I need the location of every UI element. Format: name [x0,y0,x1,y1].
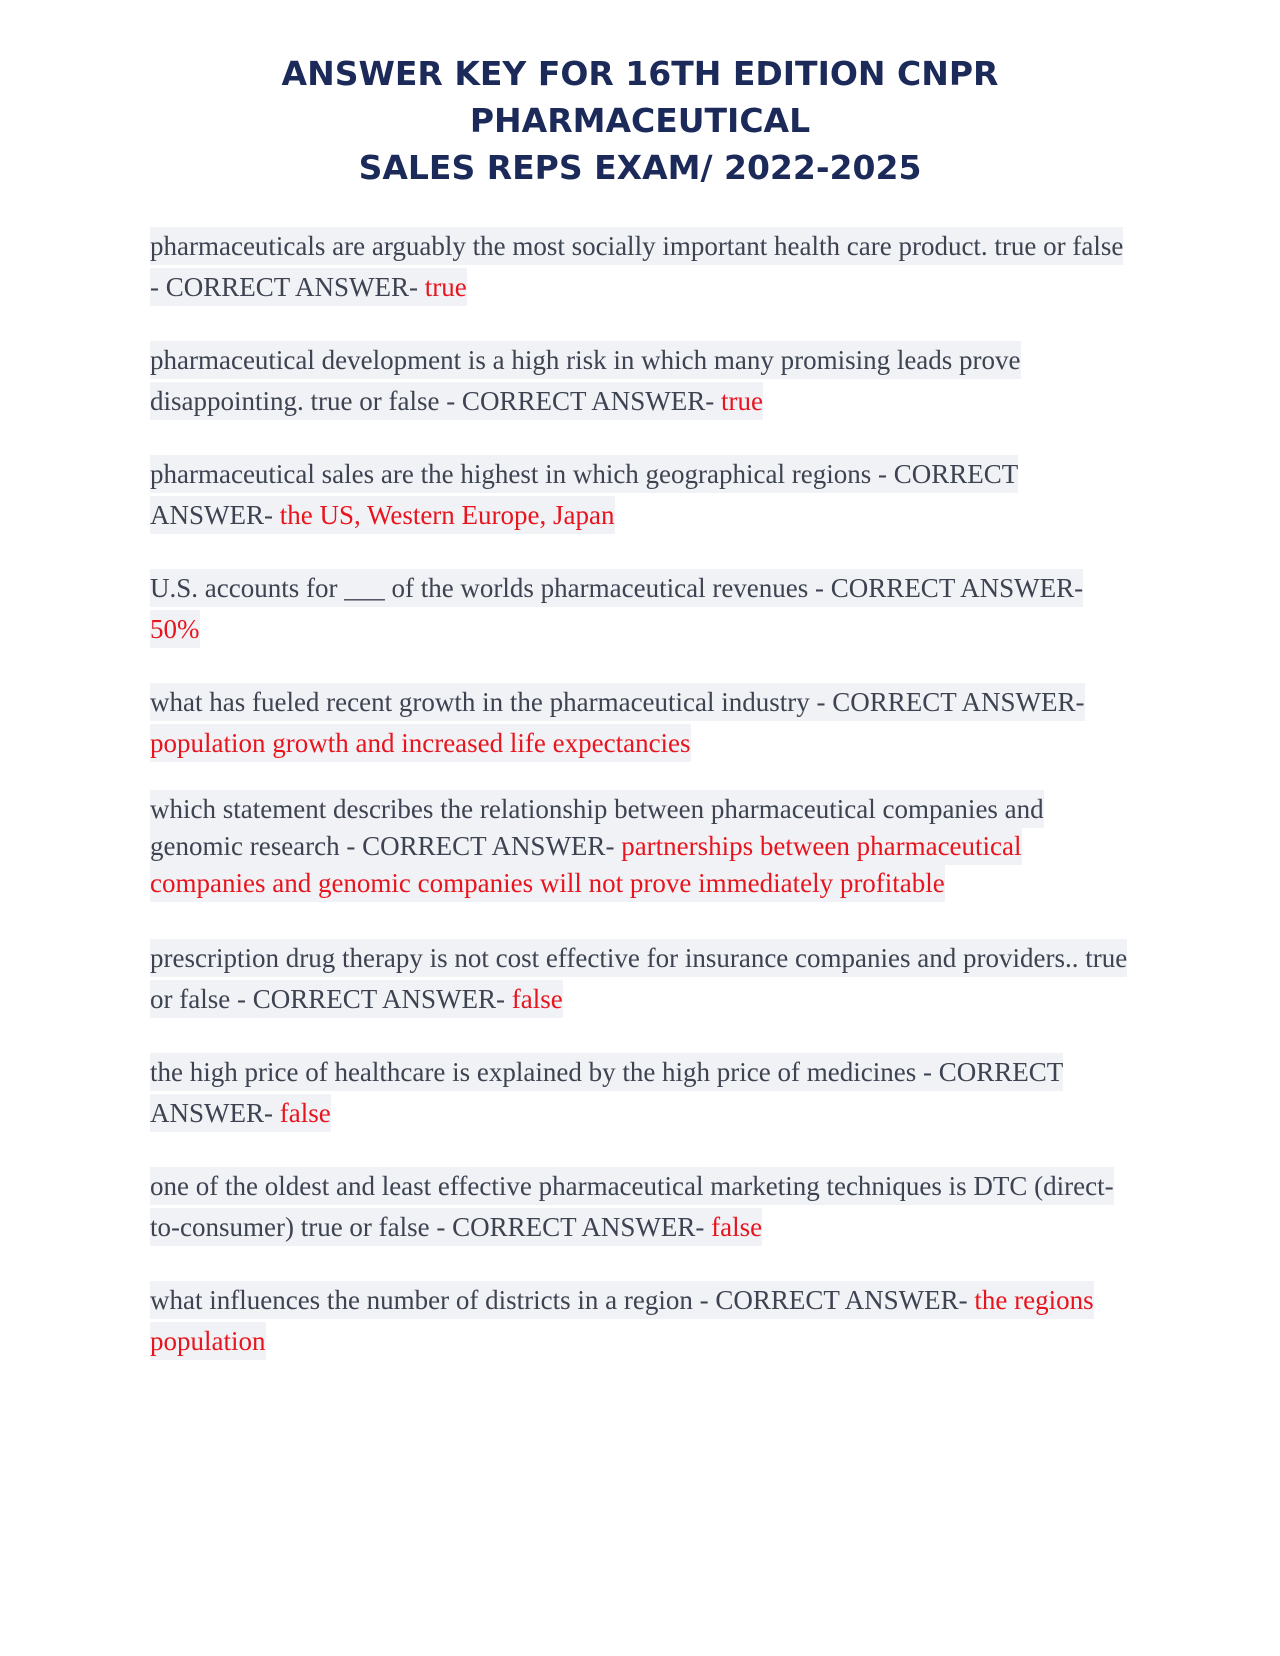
answer-text: false [279,1098,331,1128]
question-text: what influences the number of districts in a region [150,1285,700,1315]
qa-item [150,1166,1130,1248]
answer-text: true [424,272,467,302]
qa-highlight [150,1167,1114,1246]
question-text: pharmaceutical sales are the highest in which geographical regions [150,459,878,489]
title-line-1: ANSWER KEY FOR 16TH EDITION CNPR PHARMACEUTICAL [281,54,999,140]
answer-prefix: - CORRECT ANSWER- [236,984,512,1014]
qa-item [150,340,1130,422]
qa-highlight [150,1053,1063,1132]
qa-highlight [150,683,1085,762]
answer-prefix: - CORRECT ANSWER- [436,1212,712,1242]
answer-prefix: - CORRECT ANSWER- [150,272,425,302]
question-text: U.S. accounts for ___ of the worlds pharmaceutical revenues [150,573,816,603]
answer-text: false [711,1212,763,1242]
answer-prefix: - CORRECT ANSWER- [816,687,1085,717]
qa-highlight [150,227,1123,306]
qa-highlight [150,455,1018,534]
question-text: what has fueled recent growth in the pharmaceutical industry [150,687,817,717]
answer-text: the US, Western Europe, Japan [279,500,615,530]
qa-item [150,791,1130,902]
answer-text: true [720,386,763,416]
answer-prefix: - CORRECT ANSWER- [346,831,622,861]
qa-item [150,226,1130,308]
question-text: one of the oldest and least effective pharmaceutical marketing techniques is DTC (direct-to-consumer) true or false [150,1171,1114,1242]
qa-highlight [150,1281,1094,1360]
qa-highlight [150,341,1021,420]
document-title [120,50,1160,191]
answer-text: the regions population [150,1285,1094,1356]
question-text: the high price of healthcare is explained by the high price of medicines [150,1057,923,1087]
question-text: pharmaceutical development is a high risk in which many promising leads prove disappointing. true or false [150,345,1021,416]
qa-highlight [150,790,1044,902]
answer-text: partnerships between pharmaceutical companies and genomic companies will not prove immediately profitable [150,831,1022,898]
question-text: pharmaceuticals are arguably the most socially important health care product. true or false [150,231,1124,261]
answer-text: 50% [150,614,200,644]
answer-prefix: - CORRECT ANSWER- [699,1285,975,1315]
qa-highlight [150,939,1127,1018]
qa-item [150,454,1130,536]
answer-prefix: - CORRECT ANSWER- [815,573,1084,603]
qa-item [150,568,1130,650]
answer-text: false [511,984,563,1014]
qa-highlight [150,569,1083,648]
title-line-2: SALES REPS EXAM/ 2022-2025 [358,148,922,187]
question-text: prescription drug therapy is not cost effective for insurance companies and providers.. true or false [150,943,1128,1014]
qa-item [150,1280,1130,1362]
question-text: which statement describes the relationship between pharmaceutical companies and genomic research [150,794,1044,861]
answer-prefix: - CORRECT ANSWER- [446,386,721,416]
answer-prefix: - CORRECT ANSWER- [150,1057,1063,1128]
qa-item [150,1052,1130,1134]
qa-list [150,226,1130,1362]
answer-text: population growth and increased life expectancies [150,728,691,758]
qa-item [150,682,1130,764]
qa-item [150,938,1130,1020]
answer-prefix: - CORRECT ANSWER- [150,459,1018,530]
